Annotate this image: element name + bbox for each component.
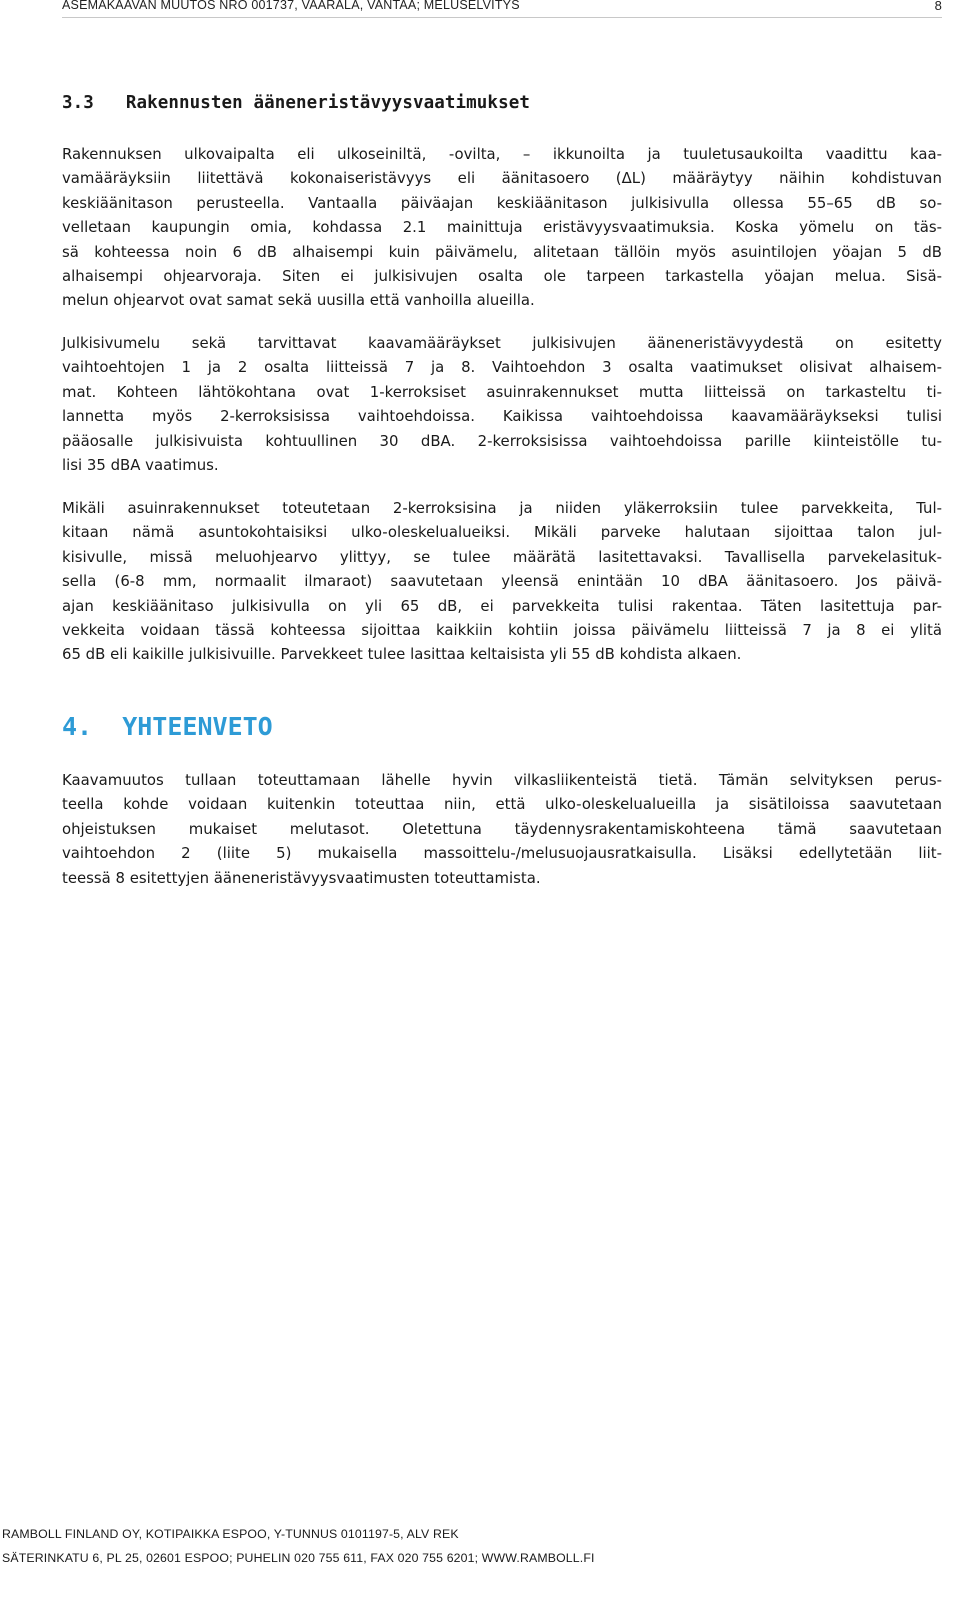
- paragraph-balconies: [62, 496, 942, 667]
- paragraph-sound-insulation: [62, 142, 942, 313]
- running-header-title: ASEMAKAAVAN MUUTOS NRO 001737, VAARALA, VANTAA; MELUSELVITYS: [62, 0, 520, 12]
- paragraph-line: pääosalle julkisivuista kohtuullinen 30 dBA. 2-kerroksisissa vaihtoehdoissa parille kiinteistölle tu-: [62, 431, 942, 450]
- section-heading-3-3: 3.3 Rakennusten ääneneristävyysvaatimukset: [62, 93, 530, 113]
- paragraph-line: keskiäänitason perusteella. Vantaalla päiväajan keskiäänitason julkisivulla ollessa 55–65 dB so-: [62, 193, 942, 212]
- footer-address-line: SÄTERINKATU 6, PL 25, 02601 ESPOO; PUHELIN 020 755 611, FAX 020 755 6201; WWW.RAMBOLL.FI: [2, 1551, 595, 1565]
- paragraph-line: kitaan nämä asuntokohtaisiksi ulko-oleskelualueiksi. Mikäli parveke halutaan sijoittaa talon jul-: [62, 523, 942, 542]
- paragraph-line: teessä 8 esitettyjen ääneneristävyysvaatimusten toteuttamista.: [62, 868, 541, 887]
- paragraph-line: alhaisempi ohjearvoraja. Siten ei julkisivujen osalta ole tarpeen tarkastella yöajan melua. Sisä-: [62, 267, 942, 286]
- paragraph-line: melun ohjearvot ovat samat sekä uusilla että vanhoilla alueilla.: [62, 291, 535, 310]
- header-divider: [62, 17, 942, 18]
- paragraph-line: Julkisivumelu sekä tarvittavat kaavamääräykset julkisivujen ääneneristävyydestä on esitetty: [62, 334, 942, 352]
- paragraph-line: kisivulle, missä meluohjearvo ylittyy, se tulee määrätä lasitettavaksi. Tavallisella parvekelasituk-: [62, 547, 942, 566]
- paragraph-line: ohjeistuksen mukaiset melutasot. Oletettuna täydennysrakentamiskohteena tämä saavutetaan: [62, 819, 942, 838]
- paragraph-line: Kaavamuutos tullaan toteuttamaan lähelle hyvin vilkasliikenteistä tietä. Tämän selvityksen perus-: [62, 771, 942, 789]
- paragraph-line: 65 dB eli kaikille julkisivuille. Parvekkeet tulee lasittaa keltaisista yli 55 dB kohdista alkaen.: [62, 645, 742, 664]
- footer-company-line: RAMBOLL FINLAND OY, KOTIPAIKKA ESPOO, Y-TUNNUS 0101197-5, ALV REK: [2, 1527, 459, 1541]
- paragraph-line: Rakennuksen ulkovaipalta eli ulkoseiniltä, -ovilta, – ikkunoilta ja tuuletusaukoilta vaadittu kaa-: [62, 145, 942, 163]
- paragraph-line: vaihtoehdon 2 (liite 5) mukaisella massoittelu-/melusuojausratkaisulla. Lisäksi edellytetään liit-: [62, 844, 942, 863]
- paragraph-line: vamääräyksiin liitettävä kokonaiseristävyys eli äänitasoero (ΔL) määräytyy näihin kohdistuvan: [62, 169, 942, 188]
- paragraph-line: lisi 35 dBA vaatimus.: [62, 456, 219, 475]
- chapter-heading-summary: 4. YHTEENVETO: [62, 712, 273, 741]
- paragraph-line: velletaan kaupungin omia, kohdassa 2.1 mainittuja eristävyysvaatimuksia. Koska yömelu on täs-: [62, 218, 942, 237]
- paragraph-line: ajan keskiäänitaso julkisivulla on yli 65 dB, ei parvekkeita tulisi rakentaa. Täten lasitettuja par-: [62, 596, 942, 615]
- paragraph-line: sä kohteessa noin 6 dB alhaisempi kuin päivämelu, alitetaan tällöin myös asuintilojen yöajan 5 dB: [62, 242, 942, 261]
- paragraph-line: vekkeita voidaan tässä kohteessa sijoittaa kaikkiin kohtiin joissa päivämelu liitteissä 7 ja 8 ei ylitä: [62, 621, 942, 640]
- paragraph-line: mat. Kohteen lähtökohtana ovat 1-kerroksiset asuinrakennukset mutta liitteissä on tarkasteltu ti-: [62, 382, 942, 401]
- paragraph-line: sella (6-8 mm, normaalit ilmaraot) saavutetaan yleensä enintään 10 dBA äänitasoero. Jos päivä-: [62, 572, 942, 591]
- paragraph-line: vaihtoehtojen 1 ja 2 osalta liitteissä 7 ja 8. Vaihtoehdon 3 osalta vaatimukset olisivat alhaisem-: [62, 358, 942, 377]
- paragraph-summary: [62, 768, 942, 890]
- paragraph-facade-noise: [62, 331, 942, 477]
- paragraph-line: lannetta myös 2-kerroksisissa vaihtoehdoissa. Kaikissa vaihtoehdoissa kaavamääräykseksi tulisi: [62, 407, 942, 426]
- page-number: 8: [934, 0, 942, 13]
- running-header: [62, 0, 948, 12]
- paragraph-line: teella kohde voidaan kuitenkin toteuttaa niin, että ulko-oleskelualueilla ja sisätiloissa saavutetaan: [62, 795, 942, 814]
- paragraph-line: Mikäli asuinrakennukset toteutetaan 2-kerroksisina ja niiden yläkerroksiin tulee parvekkeita, Tul-: [62, 499, 942, 517]
